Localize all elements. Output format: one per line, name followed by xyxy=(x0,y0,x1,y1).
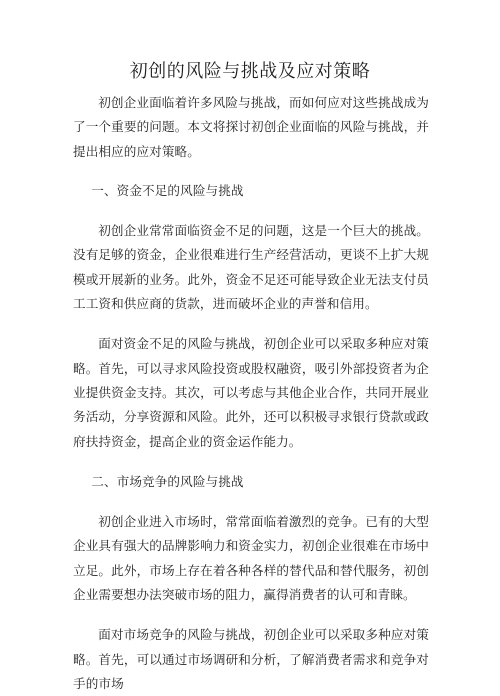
section-heading-competition: 二、市场竞争的风险与挑战 xyxy=(91,473,244,489)
intro-paragraph: 初创企业面临着许多风险与挑战，而如何应对这些挑战成为了一个重要的问题。本文将探讨初创企业面临的风险与挑战，并提出相应的应对策略。 xyxy=(73,95,429,159)
competition-risk-paragraph: 初创企业进入市场时，常常面临着激烈的竞争。已有的大型企业具有强大的品牌影响力和资金实力，初创企业很难在市场中立足。此外，市场上存在着各种各样的替代品和替代服务，初创企业需要想办法突破市场的阻力，赢得消费者的认可和青睐。 xyxy=(73,514,429,603)
section-heading-funding: 一、资金不足的风险与挑战 xyxy=(91,182,244,198)
document-body xyxy=(73,91,429,696)
competition-strategy-paragraph: 面对市场竞争的风险与挑战，初创企业可以采取多种应对策略。首先，可以通过市场调研和分析，了解消费者需求和竞争对手的市场 xyxy=(73,627,429,691)
funding-risk-paragraph: 初创企业常常面临资金不足的问题，这是一个巨大的挑战。没有足够的资金，企业很难进行生产经营活动，更谈不上扩大规模或开展新的业务。此外，资金不足还可能导致企业无法支付员工工资和供应商的货款，进而破坏企业的声誉和信用。 xyxy=(73,223,429,312)
funding-strategy-paragraph: 面对资金不足的风险与挑战，初创企业可以采取多种应对策略。首先，可以寻求风险投资或股权融资，吸引外部投资者为企业提供资金支持。其次，可以考虑与其他企业合作，共同开展业务活动，分享资源和风险。此外，还可以积极寻求银行贷款或政府扶持资金，提高企业的资金运作能力。 xyxy=(73,336,429,449)
document-title: 初创的风险与挑战及应对策略 xyxy=(129,61,371,82)
